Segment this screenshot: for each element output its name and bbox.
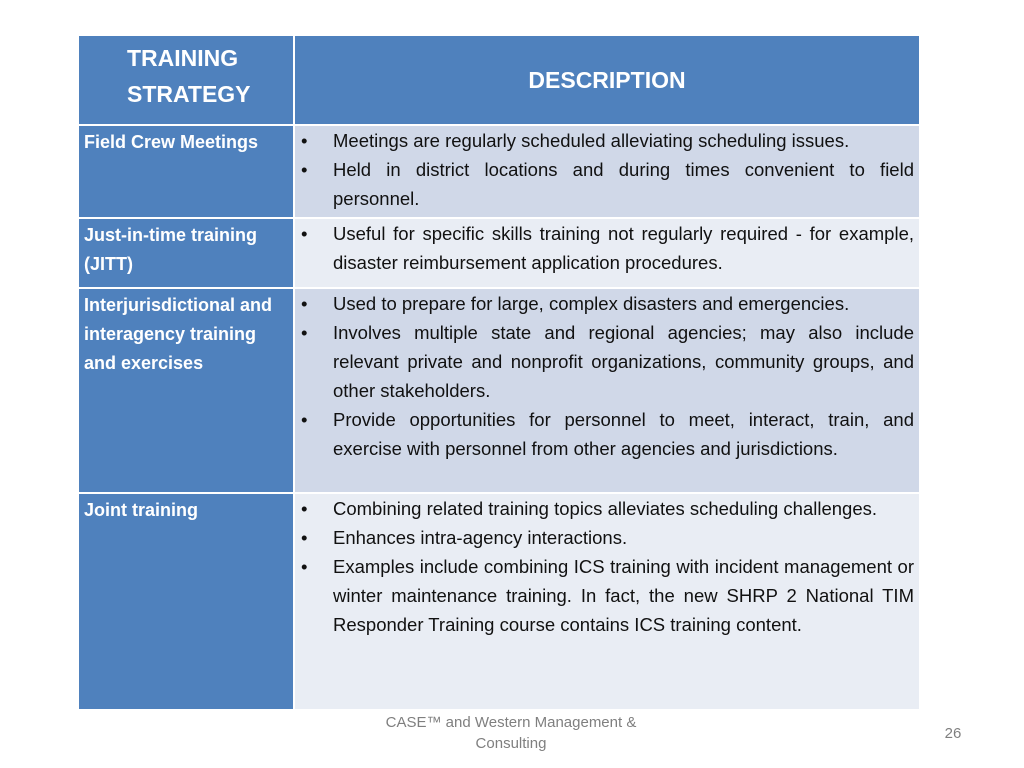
bullet-item bbox=[295, 494, 914, 523]
bullet-item bbox=[295, 289, 914, 318]
bullet-text: Involves multiple state and regional agencies; may also include relevant private and nonprofit organizations, community groups, and other stakeholders. bbox=[333, 322, 914, 401]
footer-line: Consulting bbox=[475, 735, 547, 752]
bullet-item bbox=[295, 523, 914, 552]
bullet-dot: • bbox=[301, 409, 308, 430]
strategy-cell: Joint training bbox=[78, 493, 294, 710]
table-header-row bbox=[78, 35, 920, 125]
bullet-dot: • bbox=[301, 322, 308, 343]
bullet-text: Used to prepare for large, complex disasters and emergencies. bbox=[333, 293, 850, 314]
bullet-dot: • bbox=[301, 527, 308, 548]
bullet-dot: • bbox=[301, 159, 308, 180]
header-description: DESCRIPTION bbox=[294, 35, 920, 125]
bullet-text: Enhances intra-agency interactions. bbox=[333, 527, 628, 548]
strategy-cell: Interjurisdictional and interagency training and exercises bbox=[78, 288, 294, 493]
bullet-dot: • bbox=[301, 130, 308, 151]
training-strategy-table bbox=[77, 34, 921, 711]
table-row bbox=[78, 218, 920, 288]
page-number: 26 bbox=[944, 725, 962, 742]
bullet-text: Held in district locations and during times convenient to field personnel. bbox=[333, 159, 914, 209]
bullet-dot: • bbox=[301, 223, 308, 244]
strategy-cell: Field Crew Meetings bbox=[78, 125, 294, 218]
bullet-text: Provide opportunities for personnel to meet, interact, train, and exercise with personnel from other agencies and jurisdictions. bbox=[333, 409, 914, 459]
table-row bbox=[78, 493, 920, 710]
description-cell bbox=[294, 493, 920, 710]
bullet-item bbox=[295, 126, 914, 155]
footer-credit bbox=[360, 712, 662, 754]
bullet-dot: • bbox=[301, 498, 308, 519]
bullet-item bbox=[295, 155, 914, 213]
bullet-item bbox=[295, 552, 914, 639]
description-cell bbox=[294, 288, 920, 493]
bullet-item bbox=[295, 318, 914, 405]
bullet-text: Combining related training topics alleviates scheduling challenges. bbox=[333, 498, 878, 519]
bullet-dot: • bbox=[301, 556, 308, 577]
footer-line: CASE™ and Western Management & bbox=[385, 714, 637, 731]
bullet-item bbox=[295, 219, 914, 277]
description-cell bbox=[294, 125, 920, 218]
bullet-dot: • bbox=[301, 293, 308, 314]
header-training-strategy: TRAINING STRATEGY bbox=[78, 35, 294, 125]
description-cell bbox=[294, 218, 920, 288]
bullet-item bbox=[295, 405, 914, 463]
table-row bbox=[78, 125, 920, 218]
bullet-text: Meetings are regularly scheduled alleviating scheduling issues. bbox=[333, 130, 850, 151]
bullet-text: Useful for specific skills training not regularly required - for example, disaster reimbursement application procedures. bbox=[333, 223, 914, 273]
table-row bbox=[78, 288, 920, 493]
strategy-cell: Just-in-time training (JITT) bbox=[78, 218, 294, 288]
bullet-text: Examples include combining ICS training with incident management or winter maintenance training. In fact, the new SHRP 2 National TIM Responder Training course contains ICS training content. bbox=[333, 556, 914, 635]
